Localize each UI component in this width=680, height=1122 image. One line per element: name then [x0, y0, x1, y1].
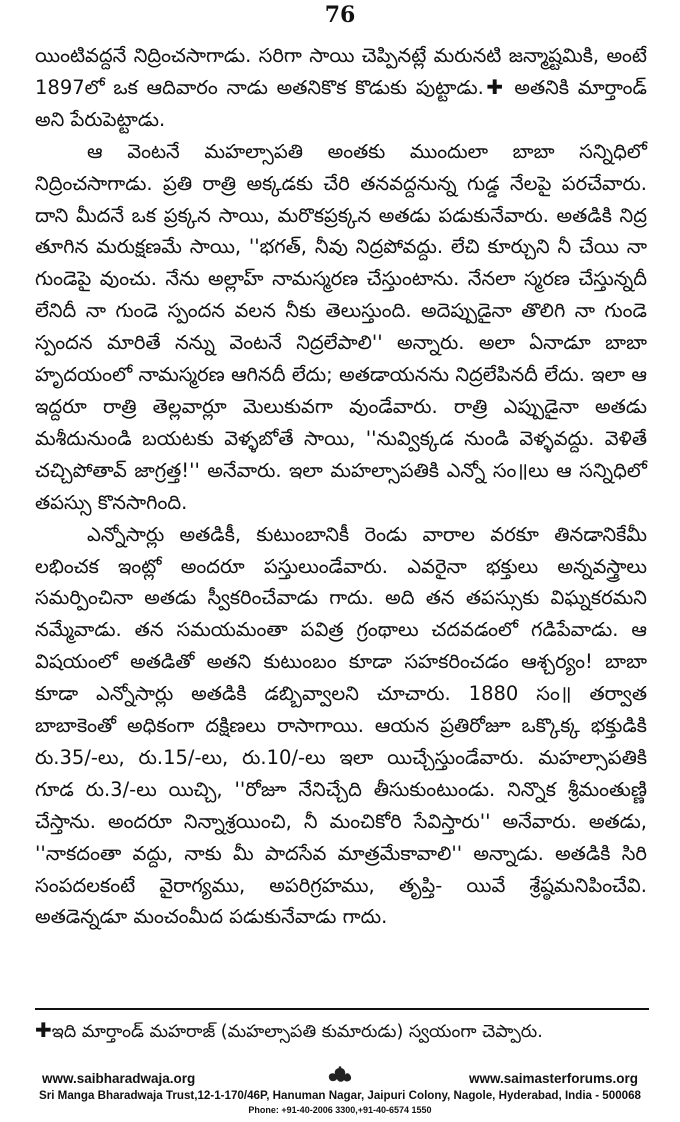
paragraph-1	[35, 40, 647, 136]
footer-trust-address: Sri Manga Bharadwaja Trust,12-1-170/46P, Hanuman Nagar, Jaipuri Colony, Nagole, Hyderabad, India - 500068	[38, 1089, 641, 1102]
footer-left-url[interactable]: www.saibharadwaja.org	[42, 1071, 196, 1086]
om-emblem-icon	[326, 1066, 354, 1084]
paragraph-3: ఎన్నోసార్లు అతడికీ, కుటుంబానికీ రెండు వారాల వరకూ తినడానికేమీ లభించక ఇంట్లో అందరూ పస్తులుండేవారు. ఎవరైనా భక్తులు అన్నవస్త్రాలు సమర్పించినా అతడు స్వీకరించేవాడు గాదు. అది తన తపస్సుకు విఘ్నకరమని నమ్మేవాడు. తన సమయమంతా పవిత్ర గ్రంథాలు చదవడంలో గడిపేవాడు. ఆ విషయంలో అతడితో అతని కుటుంబం కూడా సహకరించడం ఆశ్చర్యం! బాబా కూడా ఎన్నోసార్లు అతడికి డబ్బివ్వాలని చూచారు. 1880 సం॥ తర్వాత బాబాకెంతో అధికంగా దక్షిణలు రాసాగాయి. ఆయన ప్రతిరోజూ ఒక్కొక్క భక్తుడికి రు.35/-లు, రు.15/-లు, రు.10/-లు ఇలా యిచ్చేస్తుండేవారు. మహల్సాపతికి గూడ రు.3/-లు యిచ్చి, ''రోజూ నేనిచ్చేది తీసుకుంటుండు. నిన్నొక శ్రీమంతుణ్ణి చేస్తాను. అందరూ నిన్నాశ్రయించి, నీ మంచికోరి సేవిస్తారు'' అనేవారు. అతడు, ''నాకదంతా వద్దు, నాకు మీ పాదసేవ మాత్రమేకావాలి'' అన్నాడు. అతడికి సిరి సంపదలకంటే వైరాగ్యము, అపరిగ్రహము, తృప్తి- యివే శ్రేష్ఠమనిపించేవి. అతడెన్నడూ మంచంమీద పడుకునేవాడు గాదు.	[35, 522, 647, 929]
footer-phone: Phone: +91-40-2006 3300,+91-40-6574 1550	[248, 1105, 432, 1115]
footnote-reference-mark: ✚	[483, 74, 506, 99]
footer-right-url[interactable]: www.saimasterforums.org	[468, 1071, 638, 1086]
footnote	[35, 1018, 647, 1044]
footnote-divider	[35, 1008, 649, 1010]
paragraph-2: ఆ వెంటనే మహల్సాపతి అంతకు ముందులా బాబా సన్నిధిలో నిద్రించసాగాడు. ప్రతి రాత్రి అక్కడకు చేరి తనవద్దనున్న గుడ్డ నేలపై పరచేవారు. దాని మీదనే ఒక ప్రక్కన సాయి, మరొకప్రక్కన అతడు పడుకునేవారు. అతడికి నిద్ర తూగిన మరుక్షణమే సాయి, ''భగత్, నీవు నిద్రపోవద్దు. లేచి కూర్చుని నీ చేయి నా గుండెపై వుంచు. నేను అల్లాహ్ నామస్మరణ చేస్తుంటాను. నేనలా స్మరణ చేస్తున్నదీ లేనిదీ నా గుండె స్పందన వలన నీకు తెలుస్తుంది. అదెప్పుడైనా తొలిగి నా గుండె స్పందన మారితే నన్ను వెంటనే నిద్రలేపాలి'' అన్నారు. అలా ఏనాడూ బాబా హృదయంలో నామస్మరణ ఆగినదీ లేదు; అతడాయనను నిద్రలేపినదీ లేదు. ఇలా ఆ ఇద్దరూ రాత్రి తెల్లవార్లూ మెలుకువగా వుండేవారు. రాత్రి ఎప్పుడైనా అతడు మశీదునుండి బయటకు వెళ్ళబోతే సాయి, ''నువ్విక్కడ నుండి వెళ్ళవద్దు. వెళితే చచ్చిపోతావ్ జాగ్రత్త!'' అనేవారు. ఇలా మహల్సాపతికి ఎన్నో సం॥లు ఆ సన్నిధిలో తపస్సు కొనసాగింది.	[35, 139, 647, 514]
paragraph-1-text-b: అతనికి మార్తాండ్ అని పేరుపెట్టాడు.	[35, 75, 647, 131]
body-text	[35, 40, 647, 933]
paragraph-1-text-a: యింటివద్దనే నిద్రించసాగాడు. సరిగా సాయి చెప్పినట్లే మరునటి జన్మాష్టమికి, అంటే 1897లో ఒక ఆదివారం నాడు అతనికొక కొడుకు పుట్టాడు.	[35, 44, 647, 99]
page-number: 76	[324, 2, 356, 28]
footnote-text: ఇది మార్తాండ్ మహరాజ్ (మహల్సాపతి కుమారుడు) స్వయంగా చెప్పారు.	[51, 1022, 543, 1042]
footnote-mark: ✚	[35, 1018, 52, 1042]
